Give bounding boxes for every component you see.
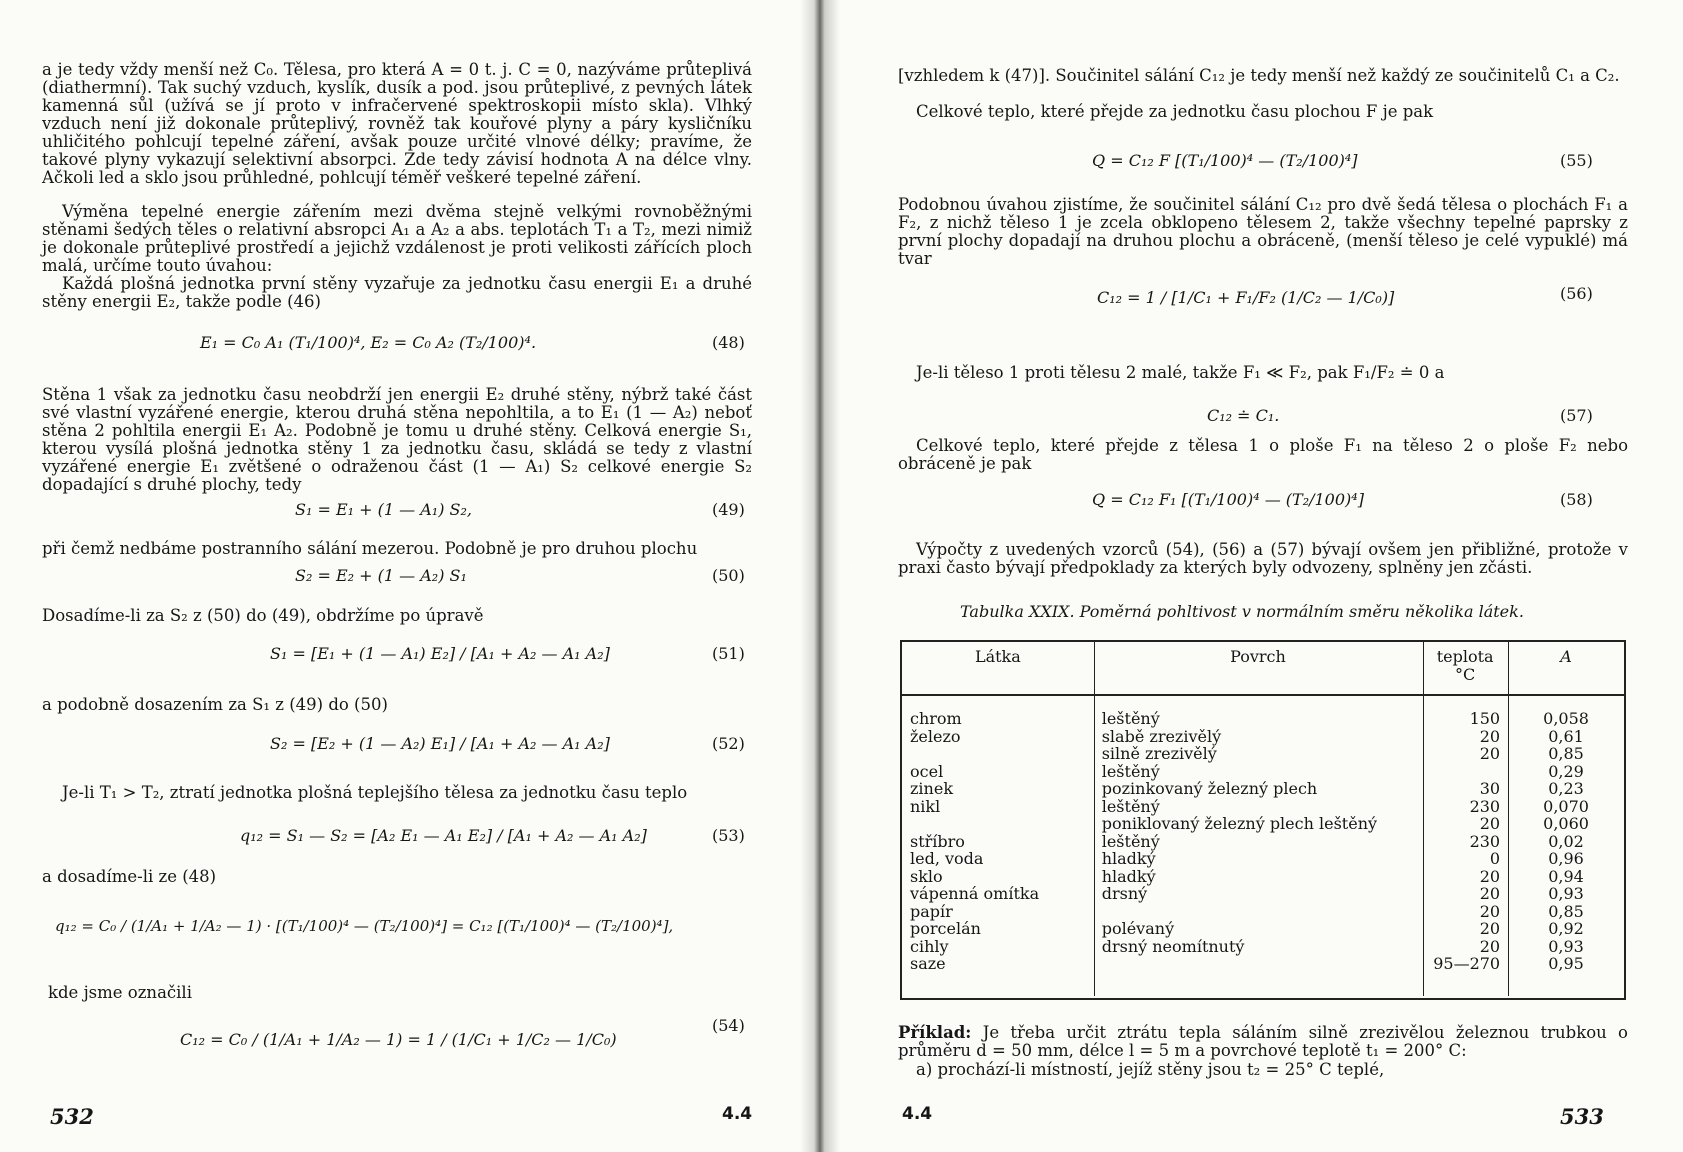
equation-number: (53) (712, 826, 745, 845)
cell-latka: papír (910, 901, 953, 921)
cell-povrch: polévaný (1101, 919, 1175, 938)
paragraph: Je-li T₁ > T₂, ztratí jednotka plošná teplejšího tělesa za jednotku času teplo (62, 783, 688, 802)
cell-teplota: 20 (1479, 919, 1501, 938)
equation-57: C₁₂ ≐ C₁. (1207, 406, 1280, 425)
cell-a: 0,93 (1548, 936, 1584, 956)
cell-teplota: 20 (1479, 884, 1501, 903)
cell-latka: saze (910, 954, 946, 973)
cell-latka: zinek (910, 779, 954, 798)
equation-number: (54) (712, 1016, 745, 1035)
example-item-a: a) prochází-li místností, jejíž stěny jsou t₂ = 25° C teplé, (916, 1060, 1385, 1079)
column-header-teplota: teplota °C (1422, 642, 1508, 695)
equation-56: C₁₂ = 1 / [1/C₁ + F₁/F₂ (1/C₂ — 1/C₀)] (1097, 288, 1395, 307)
cell-povrch: silně zrezivělý (1101, 744, 1217, 763)
table-row (902, 885, 1624, 903)
absorptivity-table (902, 642, 1624, 973)
cell-povrch: hladký (1101, 849, 1156, 868)
left-page (0, 0, 810, 1152)
column-header-povrch: Povrch (1094, 642, 1422, 695)
cell-a: 0,058 (1543, 709, 1589, 728)
cell-povrch: leštěný (1101, 831, 1160, 851)
example-paragraph (898, 1024, 1628, 1060)
equation-55: Q = C₁₂ F [(T₁/100)⁴ — (T₂/100)⁴] (1092, 151, 1358, 170)
cell-a: 0,02 (1548, 831, 1584, 851)
cell-a: 0,29 (1548, 761, 1584, 781)
paragraph: Celkové teplo, které přejde za jednotku času plochou F je pak (916, 102, 1434, 121)
cell-latka: cihly (910, 936, 949, 956)
equation-48: E₁ = C₀ A₁ (T₁/100)⁴, E₂ = C₀ A₂ (T₂/100)⁴. (200, 333, 537, 352)
table-row (902, 745, 1624, 763)
cell-a: 0,85 (1548, 744, 1584, 763)
cell-povrch: leštěný (1101, 796, 1160, 816)
table-row (902, 815, 1624, 833)
paragraph: při čemž nedbáme postranního sálání mezerou. Podobně je pro druhou plochu (42, 539, 698, 558)
example-text: Je třeba určit ztrátu tepla sáláním silně zrezivělou železnou trubkou o průměru d = 50 mm, délce l = 5 m a povrchové teplotě t₁ = 200° C: (898, 1023, 1628, 1060)
equation-number: (49) (712, 500, 745, 519)
equation-54: C₁₂ = C₀ / (1/A₁ + 1/A₂ — 1) = 1 / (1/C₁ + 1/C₂ — 1/C₀) (180, 1030, 617, 1049)
table-row (902, 763, 1624, 781)
cell-povrch: hladký (1101, 866, 1156, 886)
equation-50: S₂ = E₂ + (1 — A₂) S₁ (295, 566, 467, 585)
cell-latka (902, 815, 1094, 833)
equation-number: (56) (1560, 284, 1593, 303)
table-row (902, 920, 1624, 938)
table-row (902, 938, 1624, 956)
cell-teplota: 230 (1469, 796, 1501, 816)
cell-teplota: 150 (1469, 709, 1501, 728)
cell-teplota: 20 (1479, 726, 1501, 746)
equation-number: (58) (1560, 490, 1593, 509)
cell-latka: železo (910, 726, 961, 746)
paragraph: a podobně dosazením za S₁ z (49) do (50) (42, 695, 388, 714)
table-row (902, 850, 1624, 868)
equation-number: (48) (712, 333, 745, 352)
equation-number: (52) (712, 734, 745, 753)
equation-52: S₂ = [E₂ + (1 — A₂) E₁] / [A₁ + A₂ — A₁ A₂] (270, 734, 610, 753)
cell-latka: porcelán (910, 919, 981, 938)
equation-58: Q = C₁₂ F₁ [(T₁/100)⁴ — (T₂/100)⁴] (1092, 490, 1364, 509)
paragraph: a je tedy vždy menší než C₀. Tělesa, pro která A = 0 t. j. C = 0, nazýváme průteplivá (diathermní). Tak suchý vzduch, kyslík, dusík a pod. jsou průteplivé, z pevných látek kamenná sůl (užívá se jí proto v infračervené spektroskopii místo skla). Vlhký vzduch není již dokonale průteplivý, rovněž tak kouřové plyny a páry kysličníku uhličitého pohlcují tepelné záření, avšak pouze určité vlnové délky; pravíme, že takové plyny vykazují selektivní absorpci. Zde tedy závisí hodnota A na délce vlny. Ačkoli led a sklo jsou průhledné, pohlcují téměř veškeré tepelné záření. (42, 60, 752, 187)
cell-teplota: 95—270 (1433, 954, 1501, 973)
right-page (832, 0, 1683, 1152)
table-header-row (902, 642, 1624, 695)
cell-teplota: 30 (1479, 779, 1501, 798)
cell-povrch: drsný neomítnutý (1101, 936, 1245, 956)
table-row (902, 798, 1624, 816)
equation-49: S₁ = E₁ + (1 — A₁) S₂, (295, 500, 472, 519)
cell-povrch: drsný (1101, 884, 1148, 903)
cell-latka: vápenná omítka (910, 884, 1040, 903)
section-number: 4.4 (902, 1104, 933, 1124)
paragraph: Celkové teplo, které přejde z tělesa 1 o ploše F₁ na těleso 2 o ploše F₂ nebo obráceně je pak (898, 436, 1628, 473)
table-row (902, 780, 1624, 798)
cell-teplota: 20 (1479, 866, 1501, 886)
cell-latka: sklo (910, 866, 943, 886)
page-number: 533 (1560, 1104, 1604, 1129)
cell-latka: nikl (910, 796, 941, 816)
cell-povrch (1094, 955, 1422, 973)
cell-teplota: 20 (1479, 936, 1501, 956)
cell-teplota (1422, 763, 1508, 781)
page-number: 532 (50, 1104, 94, 1129)
table-row (902, 955, 1624, 973)
cell-latka: ocel (910, 761, 944, 781)
cell-a: 0,060 (1543, 814, 1589, 833)
paragraph: a dosadíme-li ze (48) (42, 867, 217, 886)
table-row (902, 903, 1624, 921)
table-row (902, 695, 1624, 728)
cell-latka: chrom (910, 709, 962, 728)
cell-povrch: pozinkovaný železný plech (1101, 779, 1318, 798)
section-number: 4.4 (722, 1104, 753, 1124)
cell-a: 0,94 (1548, 866, 1584, 886)
equation-53: q₁₂ = S₁ — S₂ = [A₂ E₁ — A₁ E₂] / [A₁ + A₂ — A₁ A₂] (240, 826, 647, 845)
cell-teplota: 0 (1489, 849, 1501, 868)
example-label: Příklad: (898, 1023, 972, 1042)
cell-a: 0,96 (1548, 849, 1584, 868)
paragraph: [vzhledem k (47)]. Součinitel sálání C₁₂ je tedy menší než každý ze součinitelů C₁ a C₂. (898, 66, 1620, 85)
cell-teplota: 20 (1479, 814, 1501, 833)
table-caption: Tabulka XXIX. Poměrná pohltivost v normálním směru několika látek. (960, 602, 1524, 621)
table-row (902, 868, 1624, 886)
cell-a: 0,070 (1543, 796, 1589, 816)
equation-number: (55) (1560, 151, 1593, 170)
cell-a: 0,93 (1548, 884, 1584, 903)
cell-teplota: 20 (1479, 901, 1501, 921)
equation-q12: q₁₂ = C₀ / (1/A₁ + 1/A₂ — 1) · [(T₁/100)⁴ — (T₂/100)⁴] = C₁₂ [(T₁/100)⁴ — (T₂/100)⁴], (55, 917, 674, 935)
paragraph: Podobnou úvahou zjistíme, že součinitel sálání C₁₂ pro dvě šedá tělesa o plochách F₁ a F₂, z nichž těleso 1 je zcela obklopeno tělesem 2, takže všechny tepelné paprsky z první plochy dopadají na druhou plochu a obráceně, (menší těleso je celé vypuklé) má tvar (898, 195, 1628, 268)
cell-teplota: 20 (1479, 744, 1501, 763)
cell-a: 0,85 (1548, 901, 1584, 921)
cell-a: 0,61 (1548, 726, 1584, 746)
table-row (902, 728, 1624, 746)
table-row (902, 833, 1624, 851)
cell-latka: stříbro (910, 831, 965, 851)
cell-a: 0,95 (1548, 954, 1584, 973)
cell-a: 0,92 (1548, 919, 1584, 938)
equation-number: (51) (712, 644, 745, 663)
paragraph: Výměna tepelné energie zářením mezi dvěma stejně velkými rovnoběžnými stěnami šedých těles o relativní absropci A₁ a A₂ a abs. teplotách T₁ a T₂, mezi nimiž je dokonale průteplivé prostředí a jejichž vzdálenost je proti velikosti zářících ploch malá, určíme touto úvahou: (42, 202, 752, 275)
cell-latka: led, voda (910, 849, 984, 868)
paragraph: Výpočty z uvedených vzorců (54), (56) a (57) bývají ovšem jen přibližné, protože v praxi často bývají předpoklady za kterých byly odvozeny, splněny jen zčásti. (898, 540, 1628, 577)
paragraph: Je-li těleso 1 proti tělesu 2 malé, takže F₁ ≪ F₂, pak F₁/F₂ ≐ 0 a (916, 363, 1445, 382)
cell-povrch: leštěný (1101, 761, 1160, 781)
cell-povrch: poniklovaný železný plech leštěný (1101, 814, 1378, 833)
equation-51: S₁ = [E₁ + (1 — A₁) E₂] / [A₁ + A₂ — A₁ A₂] (270, 644, 610, 663)
equation-number: (57) (1560, 406, 1593, 425)
cell-latka (902, 745, 1094, 763)
cell-povrch (1094, 903, 1422, 921)
column-header-a: A (1508, 642, 1624, 695)
cell-teplota: 230 (1469, 831, 1501, 851)
cell-povrch: leštěný (1101, 709, 1160, 728)
equation-number: (50) (712, 566, 745, 585)
paragraph: kde jsme označili (48, 983, 192, 1002)
paragraph: Dosadíme-li za S₂ z (50) do (49), obdržíme po úpravě (42, 606, 484, 625)
cell-a: 0,23 (1548, 779, 1584, 798)
paragraph: Stěna 1 však za jednotku času neobdrží jen energii E₂ druhé stěny, nýbrž také část své vlastní vyzářené energie, kterou druhá stěna nepohltila, a to E₁ (1 — A₂) neboť stěna 2 pohltila energii E₁ A₂. Podobně je tomu u druhé stěny. Celková energie S₁, kterou vysílá plošná jednotka stěny 1 za jednotku času, skládá se tedy z vlastní vyzářené energie E₁ zvětšené o odraženou část (1 — A₁) S₂ celkové energie S₂ dopadající s druhé plochy, tedy (42, 385, 752, 494)
column-header-latka: Látka (902, 642, 1094, 695)
cell-povrch: slabě zrezivělý (1101, 726, 1222, 746)
paragraph: Každá plošná jednotka první stěny vyzařuje za jednotku času energii E₁ a druhé stěny energii E₂, takže podle (46) (42, 274, 752, 311)
